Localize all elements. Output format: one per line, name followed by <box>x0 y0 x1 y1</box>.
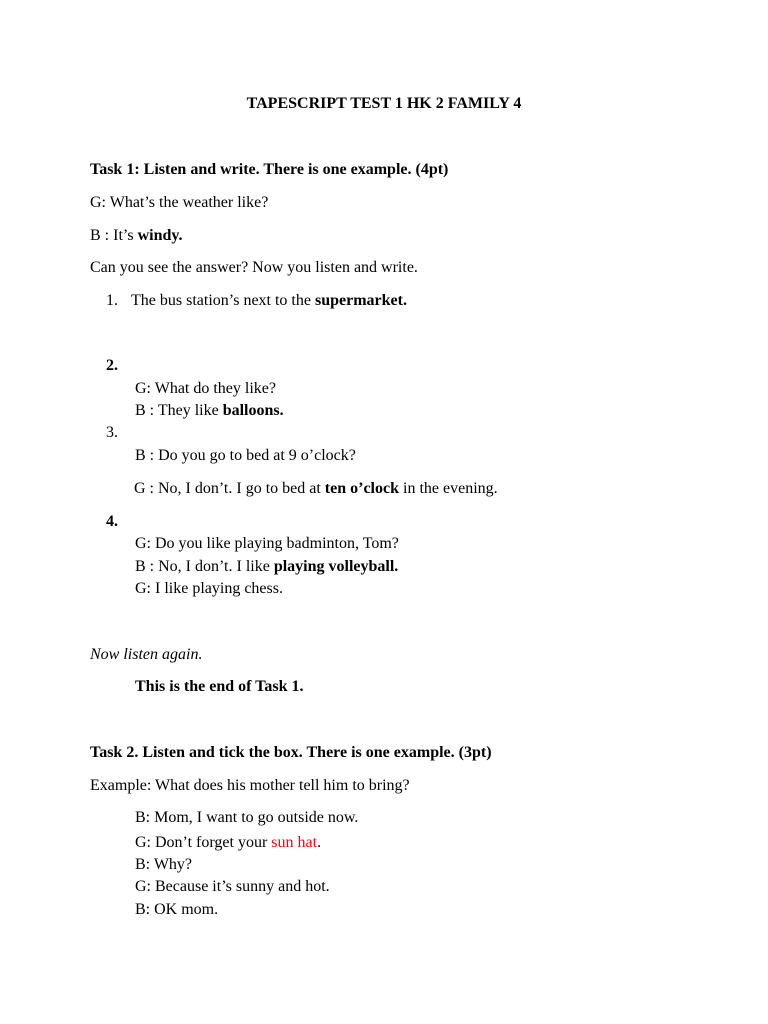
task1-item2-line1: G: What do they like? <box>135 380 276 397</box>
task1-example-line2-text: B : It’s <box>90 227 138 244</box>
task2-example-question: Example: What does his mother tell him to bring? <box>90 777 410 794</box>
task1-item3-line2 <box>134 479 498 499</box>
task1-example-answer: windy. <box>137 227 183 244</box>
task2-dialog-line2-text: G: Don’t forget your <box>135 834 272 851</box>
task1-item3-line2-text: G : No, I don’t. I go to bed at <box>134 480 325 497</box>
task1-item1-prefix: The bus station’s next to the <box>131 292 315 309</box>
task1-item3-number: 3. <box>106 424 118 441</box>
task2-dialog-line1: B: Mom, I want to go outside now. <box>135 809 359 826</box>
task1-prompt: Can you see the answer? Now you listen and write. <box>90 259 418 276</box>
task2-dialog-line4: G: Because it’s sunny and hot. <box>135 878 330 895</box>
task1-item2-line2-text: B : They like <box>135 402 223 419</box>
document-title: TAPESCRIPT TEST 1 HK 2 FAMILY 4 <box>246 95 522 112</box>
task2-dialog-line5: B: OK mom. <box>135 901 219 918</box>
task1-heading: Task 1: Listen and write. There is one example. (4pt) <box>90 161 449 178</box>
task1-item2-number: 2. <box>106 357 118 374</box>
task1-item4-line2-text: B : No, I don’t. I like <box>135 558 274 575</box>
task1-item2-line2 <box>135 401 284 421</box>
task1-listen-again: Now listen again. <box>90 646 203 663</box>
task2-dialog-line2-suffix: . <box>317 834 322 851</box>
task1-item4-line1: G: Do you like playing badminton, Tom? <box>135 535 399 552</box>
task1-item4-line2 <box>135 557 398 577</box>
task1-item1-number: 1. <box>106 292 118 309</box>
task2-dialog-line3: B: Why? <box>135 856 193 873</box>
task2-dialog-line2 <box>135 833 321 853</box>
task1-end: This is the end of Task 1. <box>135 678 304 695</box>
task1-item3-line1: B : Do you go to bed at 9 o’clock? <box>135 447 356 464</box>
task1-item3-answer: ten o’clock <box>324 480 399 497</box>
task2-heading: Task 2. Listen and tick the box. There is one example. (3pt) <box>90 744 492 761</box>
task1-item1-answer: supermarket. <box>314 292 407 309</box>
task2-example-answer: sun hat <box>271 834 318 851</box>
task1-item2-answer: balloons. <box>222 402 284 419</box>
task1-example-line2 <box>90 226 182 246</box>
task1-item4-line3: G: I like playing chess. <box>135 580 283 597</box>
task1-item4-answer: playing volleyball. <box>273 558 399 575</box>
task1-item4-number: 4. <box>106 513 118 530</box>
task1-example-line1: G: What’s the weather like? <box>90 194 269 211</box>
task1-item1-text <box>131 291 407 311</box>
task1-item3-line2-suffix: in the evening. <box>399 480 498 497</box>
